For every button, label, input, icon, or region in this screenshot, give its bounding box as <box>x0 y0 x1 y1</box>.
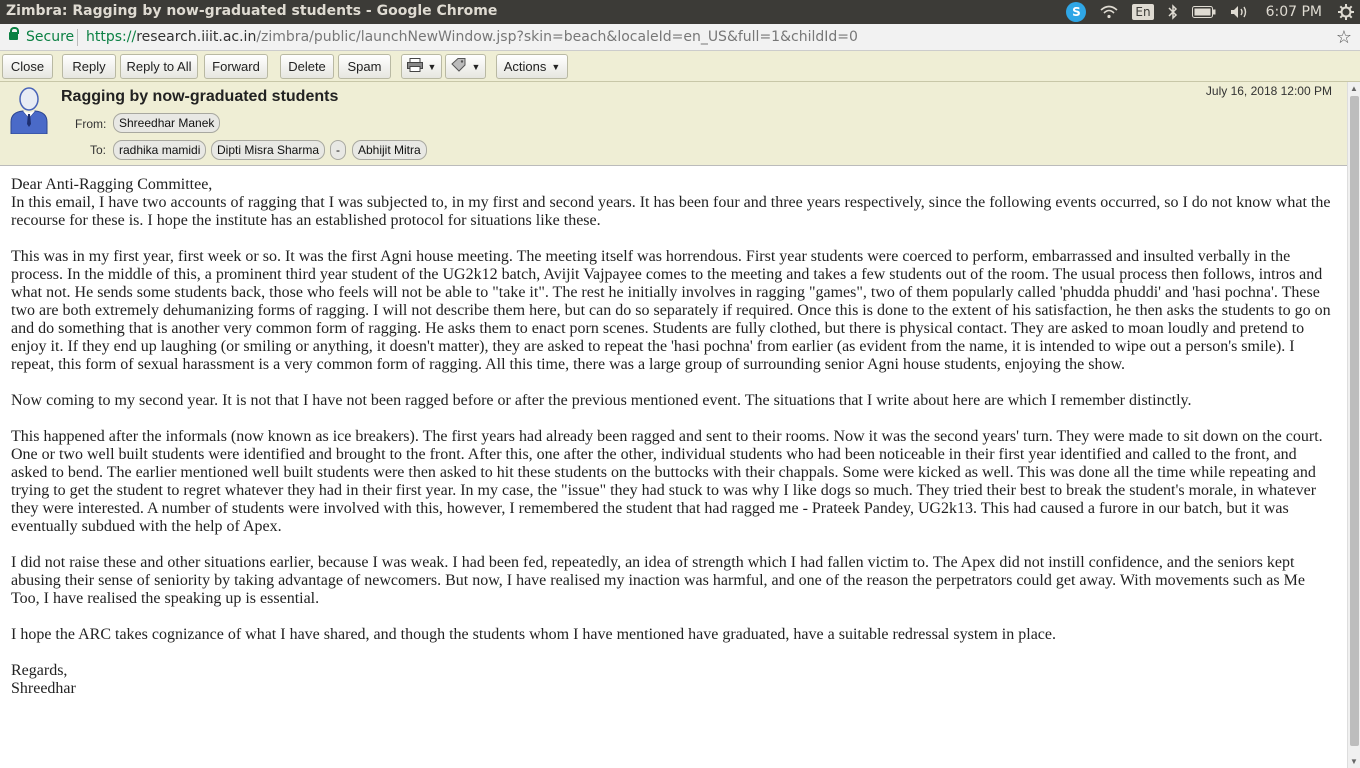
actions-label: Actions <box>503 59 547 74</box>
window-title-bar <box>0 0 1360 24</box>
to-contact-bubble[interactable]: Dipti Misra Sharma <box>211 140 325 160</box>
address-bar[interactable] <box>0 24 1360 51</box>
to-contact-bubble[interactable]: - <box>330 140 346 160</box>
to-label: To: <box>90 143 107 157</box>
skype-icon[interactable]: S <box>1066 2 1086 22</box>
divider <box>77 29 78 46</box>
tag-button[interactable] <box>445 54 486 79</box>
url-text[interactable] <box>86 29 858 45</box>
message-date: July 16, 2018 12:00 PM <box>1205 84 1332 98</box>
scroll-up-arrow-icon[interactable]: ▲ <box>1350 84 1358 93</box>
message-toolbar <box>0 51 1360 82</box>
spam-button[interactable]: Spam <box>338 54 391 79</box>
printer-icon <box>407 58 423 75</box>
volume-icon[interactable] <box>1230 5 1250 19</box>
message-body <box>0 166 1347 768</box>
url-scheme: https:// <box>86 29 137 45</box>
signature: Regards, Shreedhar <box>11 662 76 697</box>
bookmark-star-icon[interactable]: ☆ <box>1335 27 1352 48</box>
chevron-down-icon: ▼ <box>551 61 561 72</box>
reply-button[interactable]: Reply <box>62 54 116 79</box>
chevron-down-icon: ▼ <box>471 61 481 72</box>
system-tray <box>1052 0 1360 24</box>
to-contact-bubble[interactable]: radhika mamidi <box>113 140 206 160</box>
to-contact-bubble[interactable]: Abhijit Mitra <box>352 140 427 160</box>
clock[interactable]: 6:07 PM <box>1265 4 1322 20</box>
body-paragraph: Now coming to my second year. It is not that I have not been ragged before or after the previous mentioned event. The situations that I write about here are which I remember distinctly. <box>11 392 1192 409</box>
url-domain: iiit.ac.in <box>201 29 257 45</box>
actions-button[interactable] <box>496 54 568 79</box>
bluetooth-icon[interactable] <box>1168 4 1178 20</box>
url-host: research. <box>136 29 202 45</box>
gear-icon[interactable] <box>1338 4 1354 20</box>
scroll-down-arrow-icon[interactable]: ▼ <box>1350 757 1358 766</box>
close-button[interactable]: Close <box>2 54 53 79</box>
tag-icon <box>451 58 467 75</box>
body-paragraph: This was in my first year, first week or so. It was the first Agni house meeting. The meeting itself was horrendous. First year students were coerced to perform, embarrassed and insulted verbally in the process. In the middle of this, a prominent third year student of the UG2k12 batch, Avijit Vajpayee comes to the meeting and takes a few students out of the room. The usual process then follows, intros and what not. He sends some students back, those who feels will not be able to "take it". The rest he initially involves in ragging "games", two of them popularly called 'phudda phuddi' and 'hasi pochna'. These two are both extremely dehumanizing forms of ragging. I will not describe them here, but can do so separately if required. Once this is done to the extent of his satisfaction, he then asks the students to go on and do something that is another very common form of ragging. He asks them to enact porn scenes. Students are fully clothed, but there is physical contact. They are asked to moan loudly and pretend to enjoy it. If they end up laughing (or smiling or anything, it doesn't matter), they are asked to repeat the 'hasi pochna' from earlier (as evident from the name, it is intended to wipe out a person's smile). I repeat, this form of sexual harassment is a very common form of ragging. All this time, there was a large group of surrounding senior Agni house students, enjoying the show. <box>11 248 1331 373</box>
from-label: From: <box>75 117 107 131</box>
keyboard-language-indicator[interactable]: En <box>1132 4 1153 20</box>
secure-label[interactable]: Secure <box>26 29 75 45</box>
body-paragraph: I did not raise these and other situations earlier, because I was weak. I had been fed, repeatedly, an idea of strength which I had fallen victim to. The Apex did not instill confidence, and the seniors kept abusing their sense of seniority by taking advantage of newcomers. But now, I have realised my inaction was harmful, and one of the reason the perpetrators could get away. With movements such as Me Too, I have realised the speaking up is essential. <box>11 554 1305 607</box>
window-title: Zimbra: Ragging by now-graduated students - Google Chrome <box>6 3 498 19</box>
body-paragraph: This happened after the informals (now known as ice breakers). The first years had already been ragged and sent to their rooms. Now it was the second years' turn. They were made to sit down on the court. One or two well built students were identified and brought to the front. After this, one after the other, individual students who had been noticeable in their first year identified and called to the front, and asked to bend. The earlier mentioned well built students were then asked to hit these students on the buttocks with their chappals. Some were kicked as well. This was done all the time while repeating and trying to get the student to regret whatever they had in their first year. In my case, the "issue" they had stuck to was why I like dogs so much. They tried their best to break the student's morale, in whatever they were interested. A number of students were involved with this, however, I remembered the student that had ragged me - Prateek Pandey, UG2k13. This had caused a furore in our batch, but it was eventually subdued with the help of Apex. <box>11 428 1323 535</box>
url-path: /zimbra/public/launchNewWindow.jsp?skin=beach&localeId=en_US&full=1&childId=0 <box>256 29 858 45</box>
delete-button[interactable]: Delete <box>280 54 334 79</box>
vertical-scrollbar[interactable] <box>1347 82 1360 768</box>
chevron-down-icon: ▼ <box>427 61 437 72</box>
reply-all-button[interactable]: Reply to All <box>120 54 198 79</box>
forward-button[interactable]: Forward <box>204 54 268 79</box>
wifi-icon[interactable] <box>1100 5 1118 19</box>
print-button[interactable] <box>401 54 442 79</box>
lock-icon[interactable] <box>9 32 18 40</box>
avatar <box>9 86 49 134</box>
body-paragraph: Dear Anti-Ragging Committee, In this email, I have two accounts of ragging that I was subjected to, in my first and second years. It has been four and three years respectively, since the following events occurred, so I do not know what the recourse for these is. I hope the institute has an established protocol for situations like these. <box>11 176 1331 229</box>
message-subject: Ragging by now-graduated students <box>61 88 339 105</box>
body-paragraph: I hope the ARC takes cognizance of what I have shared, and though the students whom I have mentioned have graduated, have a suitable redressal system in place. <box>11 626 1056 643</box>
scrollbar-thumb[interactable] <box>1350 96 1359 746</box>
message-header <box>0 82 1347 166</box>
battery-icon[interactable] <box>1192 6 1216 18</box>
from-contact-bubble[interactable]: Shreedhar Manek <box>113 113 220 133</box>
